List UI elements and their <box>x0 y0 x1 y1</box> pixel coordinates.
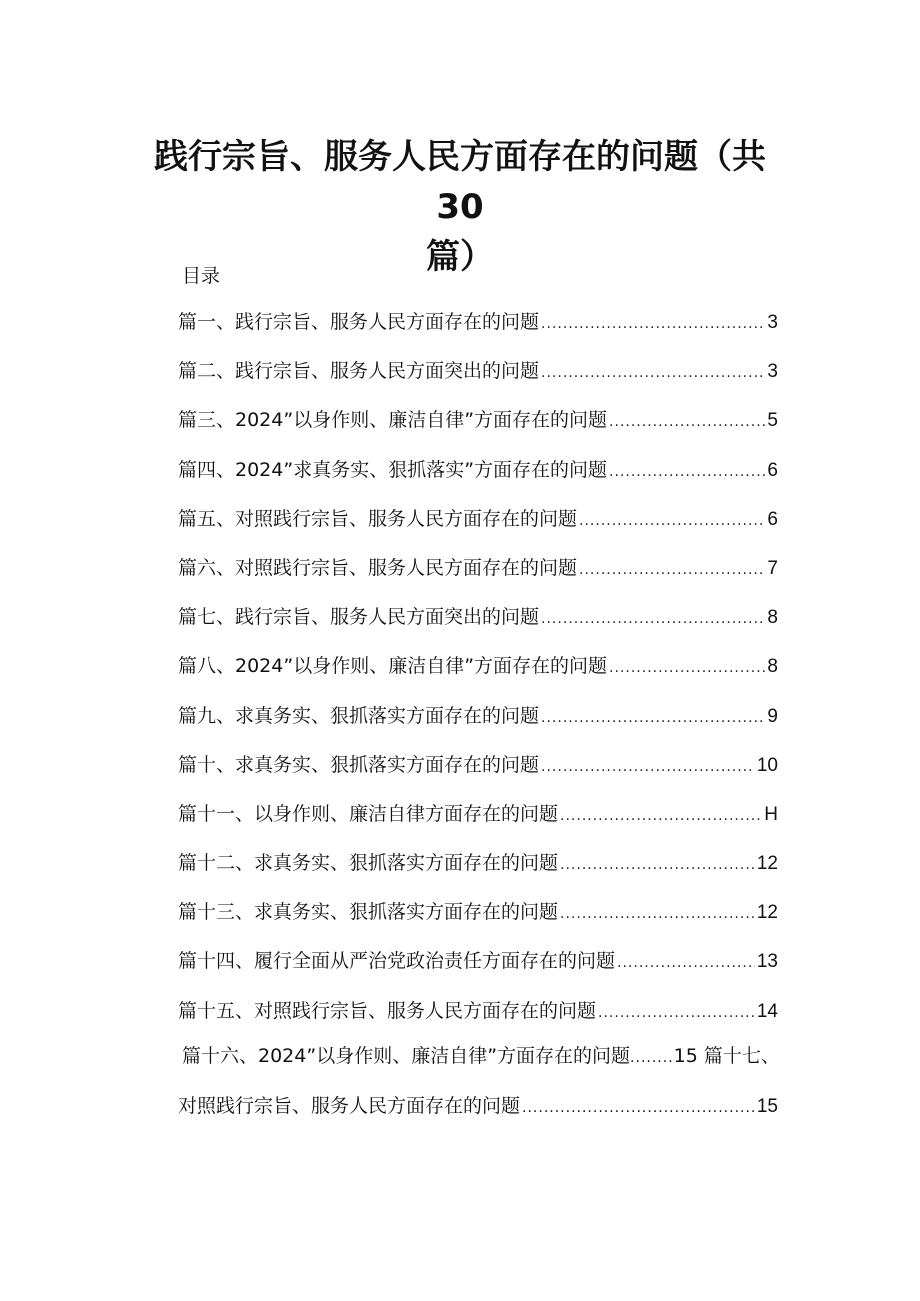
toc-entry[interactable] <box>178 798 778 847</box>
toc-entry-wrapped[interactable] <box>182 1040 787 1074</box>
toc-page-number: 15 <box>756 1096 778 1117</box>
toc-entry[interactable] <box>178 601 778 650</box>
toc-leader-dots <box>609 456 765 488</box>
toc-leader-dots <box>541 603 765 635</box>
toc-entry[interactable] <box>178 552 778 601</box>
toc-entry[interactable] <box>178 404 778 453</box>
title-line-2: 篇） <box>426 237 494 277</box>
toc-entry-continued[interactable] <box>178 1090 778 1124</box>
toc-leader-dots <box>560 849 755 881</box>
toc-entry[interactable] <box>178 650 778 699</box>
document-title <box>130 132 790 282</box>
toc-entry-label: 篇四、2024”求真务实、狠抓落实”方面存在的问题 <box>178 458 608 481</box>
toc-entry[interactable] <box>178 749 778 798</box>
toc-leader-dots <box>541 751 755 783</box>
toc-entry-label: 篇五、对照践行宗旨、服务人民方面存在的问题 <box>178 507 578 530</box>
toc-page-number: 3 <box>767 361 778 383</box>
toc-entry[interactable] <box>178 306 778 355</box>
toc-leader-dots <box>541 702 765 734</box>
toc-entry-label: 篇十一、以身作则、廉洁自律方面存在的问题 <box>178 802 559 825</box>
toc-leader-dots <box>579 554 765 586</box>
toc-leader-dots <box>560 800 762 832</box>
toc-entry-label: 对照践行宗旨、服务人民方面存在的问题 <box>178 1095 521 1117</box>
toc-entry[interactable] <box>178 945 778 994</box>
toc-leader-dots <box>541 357 765 389</box>
toc-page-number: 6 <box>767 459 778 481</box>
toc-heading: 目录 <box>182 265 221 287</box>
toc-page-number: 14 <box>756 1000 778 1022</box>
toc-page-number: H <box>764 803 778 825</box>
title-line-1: 践行宗旨、服务人民方面存在的问题（共 30 <box>154 137 766 227</box>
toc-page-number: 15 <box>673 1045 698 1067</box>
toc-page-number: 13 <box>756 951 778 973</box>
toc-entry[interactable] <box>178 995 778 1044</box>
toc-page-number: 12 <box>756 853 778 875</box>
toc-entry-label: 篇二、践行宗旨、服务人民方面突出的问题 <box>178 360 540 383</box>
toc-entry[interactable] <box>178 700 778 749</box>
table-of-contents <box>178 306 778 1044</box>
toc-leader-dots <box>541 308 765 340</box>
toc-leader-dots <box>522 1092 755 1124</box>
toc-entry-label: 篇十四、履行全面从严治党政治责任方面存在的问题 <box>178 950 616 973</box>
toc-leader-dots <box>609 406 765 438</box>
toc-page-number: 12 <box>756 902 778 924</box>
toc-entry-label-continued: 篇十七、 <box>697 1045 780 1067</box>
toc-entry-label: 篇八、2024”以身作则、廉洁自律”方面存在的问题 <box>178 655 608 678</box>
toc-leader-dots <box>617 947 755 979</box>
toc-entry-label: 篇九、求真务实、狠抓落实方面存在的问题 <box>178 704 540 727</box>
toc-entry-label: 篇十、求真务实、狠抓落实方面存在的问题 <box>178 753 540 776</box>
toc-entry-label: 篇六、对照践行宗旨、服务人民方面存在的问题 <box>178 556 578 579</box>
toc-page-number: 8 <box>767 656 778 678</box>
toc-page-number: 6 <box>767 508 778 530</box>
toc-entry-label: 篇十五、对照践行宗旨、服务人民方面存在的问题 <box>178 999 597 1022</box>
toc-leader-dots <box>609 652 765 684</box>
toc-entry-label: 篇七、践行宗旨、服务人民方面突出的问题 <box>178 606 540 629</box>
toc-page-number: 10 <box>756 754 778 776</box>
toc-entry-label: 篇十六、2024”以身作则、廉洁自律”方面存在的问题 <box>182 1045 631 1067</box>
toc-page-number: 9 <box>767 705 778 727</box>
toc-entry[interactable] <box>178 896 778 945</box>
toc-page-number: 5 <box>767 410 778 432</box>
toc-leader-dots <box>560 898 755 930</box>
toc-page-number: 8 <box>767 607 778 629</box>
toc-entry[interactable] <box>178 355 778 404</box>
toc-entry[interactable] <box>178 503 778 552</box>
toc-entry[interactable] <box>178 847 778 896</box>
toc-leader-dots <box>598 997 755 1029</box>
toc-page-number: 7 <box>767 557 778 579</box>
toc-entry-label: 篇十三、求真务实、狠抓落实方面存在的问题 <box>178 901 559 924</box>
toc-entry-label: 篇十二、求真务实、狠抓落实方面存在的问题 <box>178 852 559 875</box>
toc-leader-dots <box>579 505 765 537</box>
toc-entry[interactable] <box>178 454 778 503</box>
toc-page-number: 3 <box>767 312 778 333</box>
toc-entry-label: 篇三、2024”以身作则、廉洁自律”方面存在的问题 <box>178 409 608 432</box>
toc-leader-dots: ........ <box>630 1050 674 1066</box>
toc-entry-label: 篇一、践行宗旨、服务人民方面存在的问题 <box>178 311 540 333</box>
